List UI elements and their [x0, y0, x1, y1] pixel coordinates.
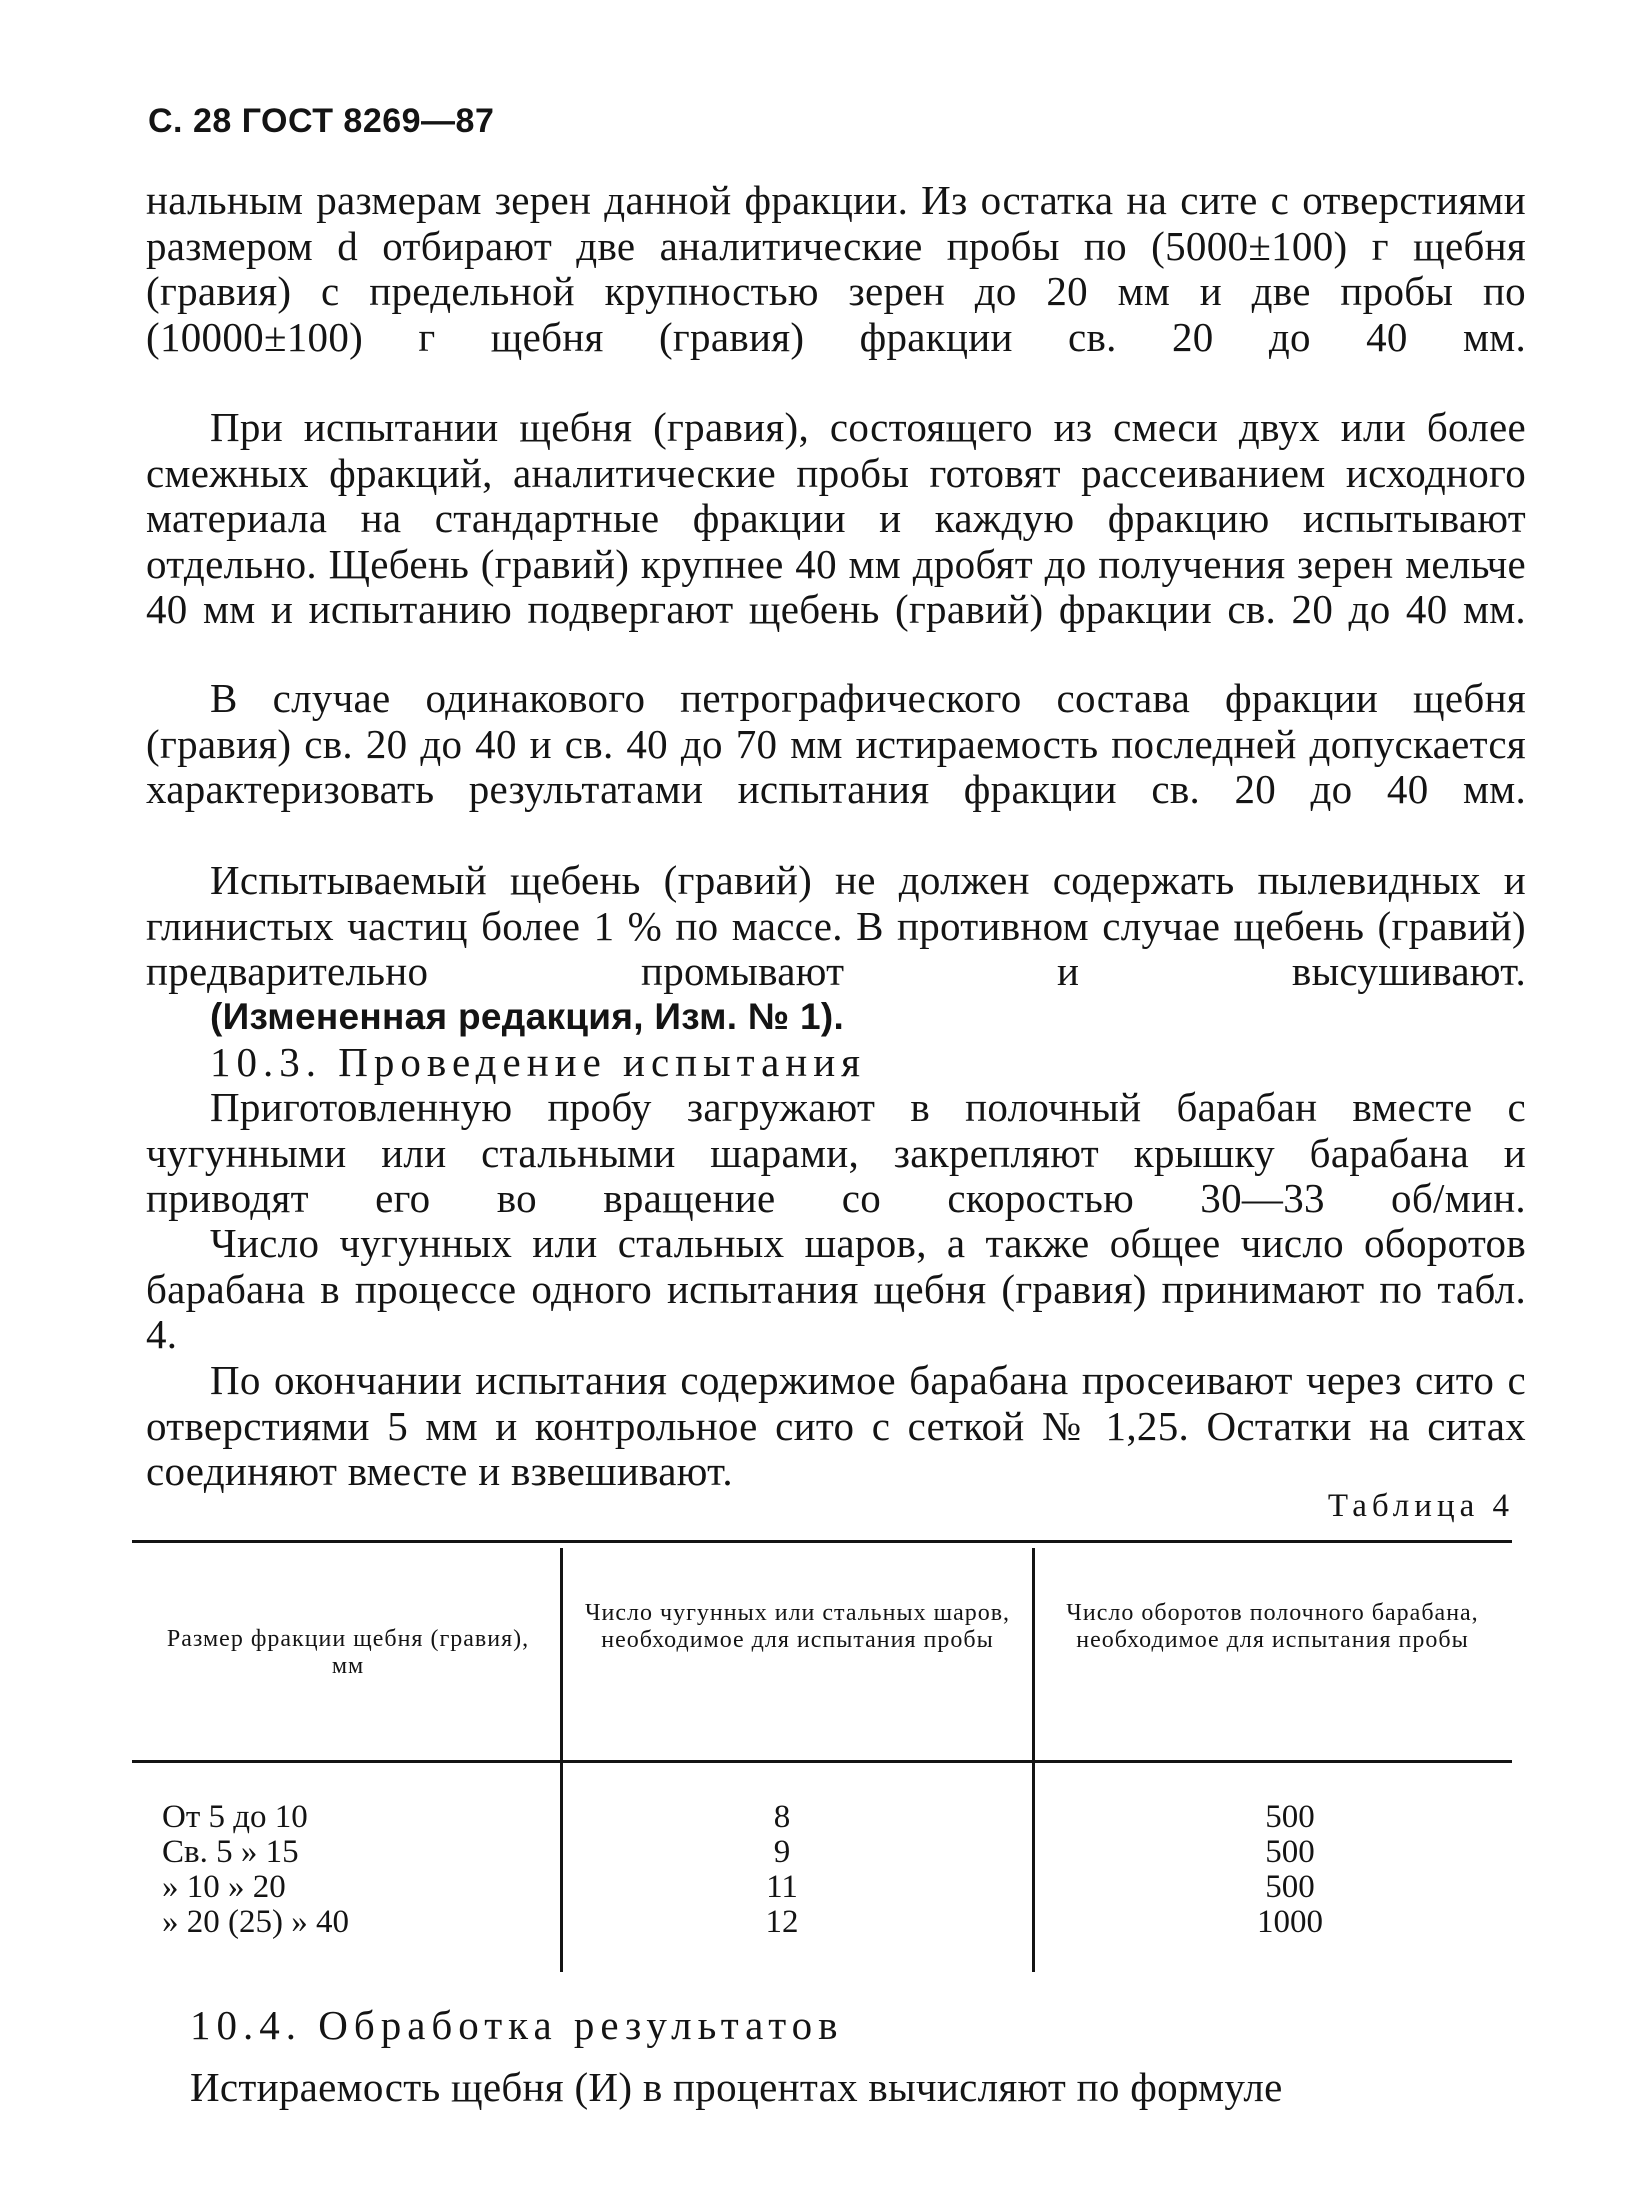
- section-heading-10-4: 10.4. Обработка результатов: [190, 2002, 844, 2048]
- table-cell-turns: 500: [1265, 1869, 1315, 1905]
- table-cell-turns: 500: [1265, 1834, 1315, 1870]
- table-column-divider-2: [1032, 1548, 1035, 1972]
- paragraph-8: Число чугунных или стальных шаров, а также общее число оборотов барабана в процессе одного испытания щебня (гравия) принимают по табл. 4.: [146, 1220, 1526, 1357]
- paragraph-1: нальным размерам зерен данной фракции. Из остатка на сите с отверстиями размером d отбирают две аналитические пробы по (5000±100) г щебня (гравия) с предельной крупностью зерен до 20 мм и две пробы по (10000±100) г щебня (гравия) фракции св. 20 до 40 мм.: [146, 177, 1526, 360]
- paragraph-7: Приготовленную пробу загружают в полочный барабан вместе с чугунными или стальными шарами, закрепляют крышку барабана и приводят его во вращение со скоростью 30—33 об/мин.: [146, 1084, 1526, 1221]
- paragraph-4: Испытываемый щебень (гравий) не должен содержать пылевидных и глинистых частиц более 1 % по массе. В противном случае щебень (гравий) предварительно промывают и высушивают.: [146, 857, 1526, 994]
- table-column-divider-1: [560, 1548, 563, 1972]
- table-caption: Таблица 4: [1327, 1488, 1514, 1524]
- table-cell-turns: 1000: [1257, 1904, 1323, 1940]
- table-cell-size: Св. 5 » 15: [162, 1834, 299, 1870]
- paragraph-2: При испытании щебня (гравия), состоящего из смеси двух или более смежных фракций, аналитические пробы готовят рассеиванием исходного материала на стандартные фракции и каждую фракцию испытывают отдельно. Щебень (гравий) крупнее 40 мм дробят до получения зерен мельче 40 мм и испытанию подвергают щебень (гравий) фракции св. 20 до 40 мм.: [146, 404, 1526, 632]
- table-cell-balls: 12: [765, 1904, 799, 1940]
- page-header: С. 28 ГОСТ 8269—87: [148, 102, 495, 140]
- table-cell-size: » 10 » 20: [162, 1869, 286, 1905]
- section-heading-10-3: 10.3. Проведение испытания: [210, 1039, 867, 1085]
- amendment-note: (Измененная редакция, Изм. № 1).: [210, 996, 845, 1037]
- table-header-balls: Число чугунных или стальных шаров, необходимое для испытания пробы: [584, 1600, 1011, 1653]
- table-cell-balls: 9: [773, 1834, 791, 1870]
- paragraph-3: В случае одинакового петрографического состава фракции щебня (гравия) св. 20 до 40 и св. 40 до 70 мм истираемость последней допускается характеризовать результатами испытания фракции св. 20 до 40 мм.: [146, 675, 1526, 812]
- table-cell-balls: 8: [773, 1799, 791, 1835]
- table-cell-size: » 20 (25) » 40: [162, 1904, 349, 1940]
- paragraph-9: По окончании испытания содержимое барабана просеивают через сито с отверстиями 5 мм и контрольное сито с сеткой № 1,25. Остатки на ситах соединяют вместе и взвешивают.: [146, 1357, 1526, 1494]
- table-cell-balls: 11: [766, 1869, 798, 1905]
- table-header-size: Размер фракции щебня (гравия), мм: [166, 1626, 530, 1679]
- table-header-rule: [132, 1760, 1512, 1763]
- table-header-turns: Число оборотов полочного барабана, необходимое для испытания пробы: [1066, 1600, 1479, 1653]
- table-cell-size: От 5 до 10: [162, 1799, 308, 1835]
- table-cell-turns: 500: [1265, 1799, 1315, 1835]
- paragraph-11: Истираемость щебня (И) в процентах вычисляют по формуле: [190, 2064, 1283, 2110]
- table-top-rule: [132, 1540, 1512, 1543]
